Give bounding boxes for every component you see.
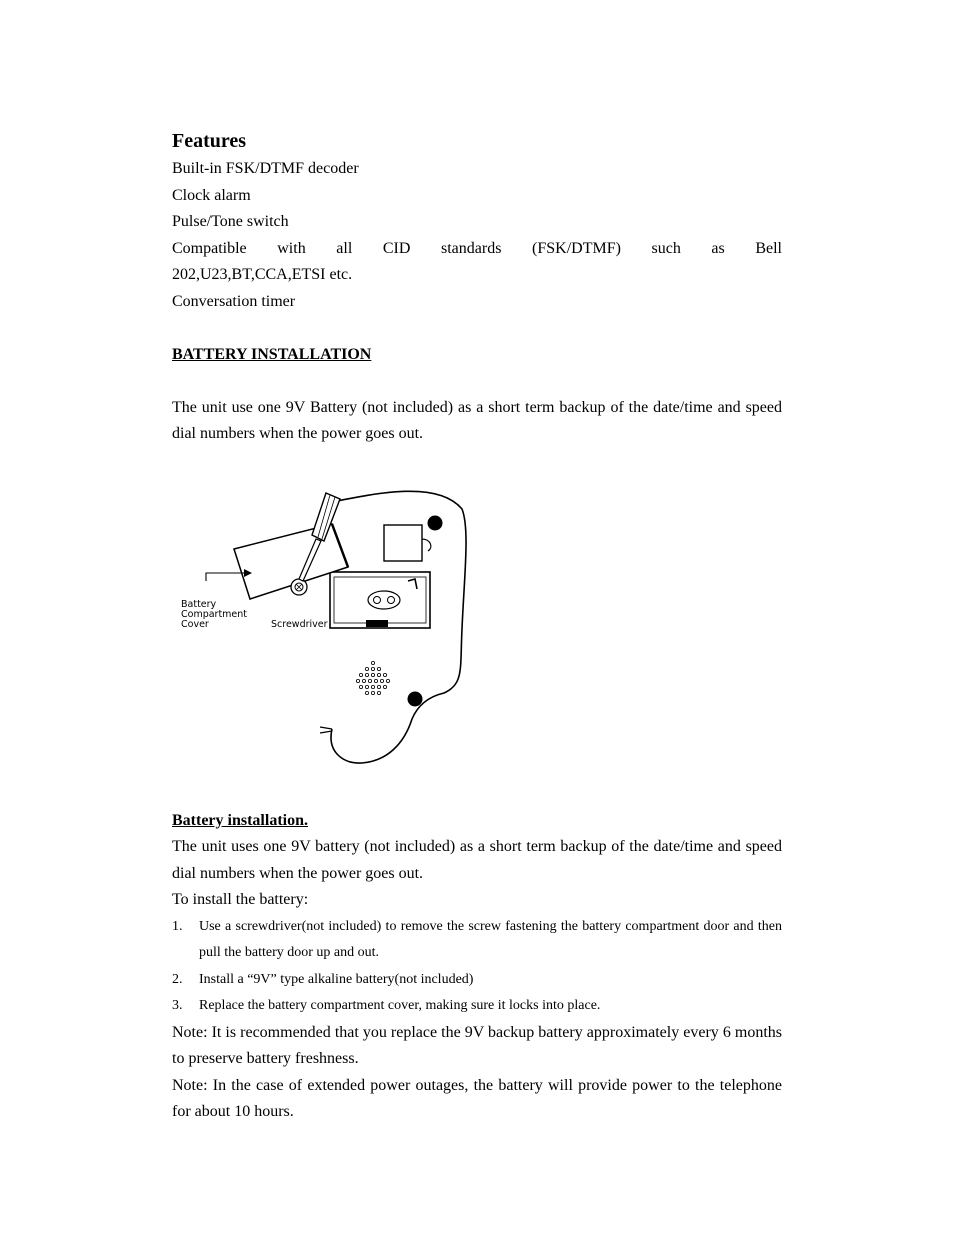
step-text: Use a screwdriver(not included) to remove the screw fastening the battery compartment door and then pull the battery door up and out.: [199, 918, 782, 960]
note-power-outage: Note: In the case of extended power outages, the battery will provide power to the telephone for about 10 hours.: [172, 1076, 782, 1120]
battery-installation-heading: BATTERY INSTALLATION: [172, 345, 372, 363]
cord-end: [320, 727, 332, 733]
step-number: 2.: [172, 971, 183, 987]
step-number: 1.: [172, 918, 183, 934]
feature-item: Pulse/Tone switch: [172, 213, 289, 230]
feature-item-compat-line2: 202,U23,BT,CCA,ETSI etc.: [172, 266, 353, 283]
battery-latch: [366, 620, 388, 627]
installation-intro-paragraph: The unit uses one 9V battery (not included) as a short term backup of the date/time and speed dial numbers when the power goes out.: [172, 838, 782, 882]
feature-item: Conversation timer: [172, 292, 296, 310]
features-heading: Features: [172, 130, 247, 152]
feature-item-compat-line1: Compatible with all CID standards (FSK/DTMF) such as Bell: [172, 239, 782, 257]
battery-intro-paragraph: The unit use one 9V Battery (not included) as a short term backup of the date/time and speed dial numbers when the power goes out.: [172, 398, 782, 442]
feature-item: Clock alarm: [172, 186, 251, 204]
battery-snap: [368, 591, 400, 609]
spacer: [172, 368, 782, 395]
figure-label-screwdriver: Screwdriver: [271, 618, 328, 630]
installation-step: [172, 914, 782, 967]
spacer: [172, 315, 782, 342]
battery-terminal: [374, 596, 381, 603]
telephone-base-drawing: [172, 469, 472, 770]
figure-label-cover-line1: Battery: [181, 598, 217, 610]
installation-step: [172, 993, 782, 1020]
step-text: Install a “9V” type alkaline battery(not included): [199, 971, 474, 987]
battery-installation-figure: [172, 469, 472, 770]
figure-label-cover-line2: Compartment: [181, 608, 248, 620]
panel: [384, 525, 422, 561]
note-replace-battery: Note: It is recommended that you replace the 9V backup battery approximately every 6 months to preserve battery freshness.: [172, 1023, 782, 1067]
figure-label-cover-line3: Cover: [181, 618, 209, 630]
installation-step: [172, 967, 782, 994]
to-install-label: To install the battery:: [172, 891, 309, 908]
base-outline: [322, 491, 466, 763]
battery-terminal: [388, 596, 395, 603]
pointer-arrow-line: [206, 573, 244, 581]
feature-item: Built-in FSK/DTMF decoder: [172, 160, 359, 177]
battery-wire: [408, 579, 417, 589]
document-page: [172, 126, 782, 1126]
installation-steps: [172, 914, 782, 1020]
battery-installation-subheading: Battery installation.: [172, 811, 308, 829]
screw-hole-top: [428, 515, 443, 530]
step-number: 3.: [172, 998, 183, 1013]
spacer: [172, 770, 782, 808]
speaker-grille: [356, 661, 389, 694]
screw-hole-bottom: [408, 691, 423, 706]
panel-clip: [422, 539, 431, 551]
step-text: Replace the battery compartment cover, making sure it locks into place.: [199, 998, 601, 1013]
